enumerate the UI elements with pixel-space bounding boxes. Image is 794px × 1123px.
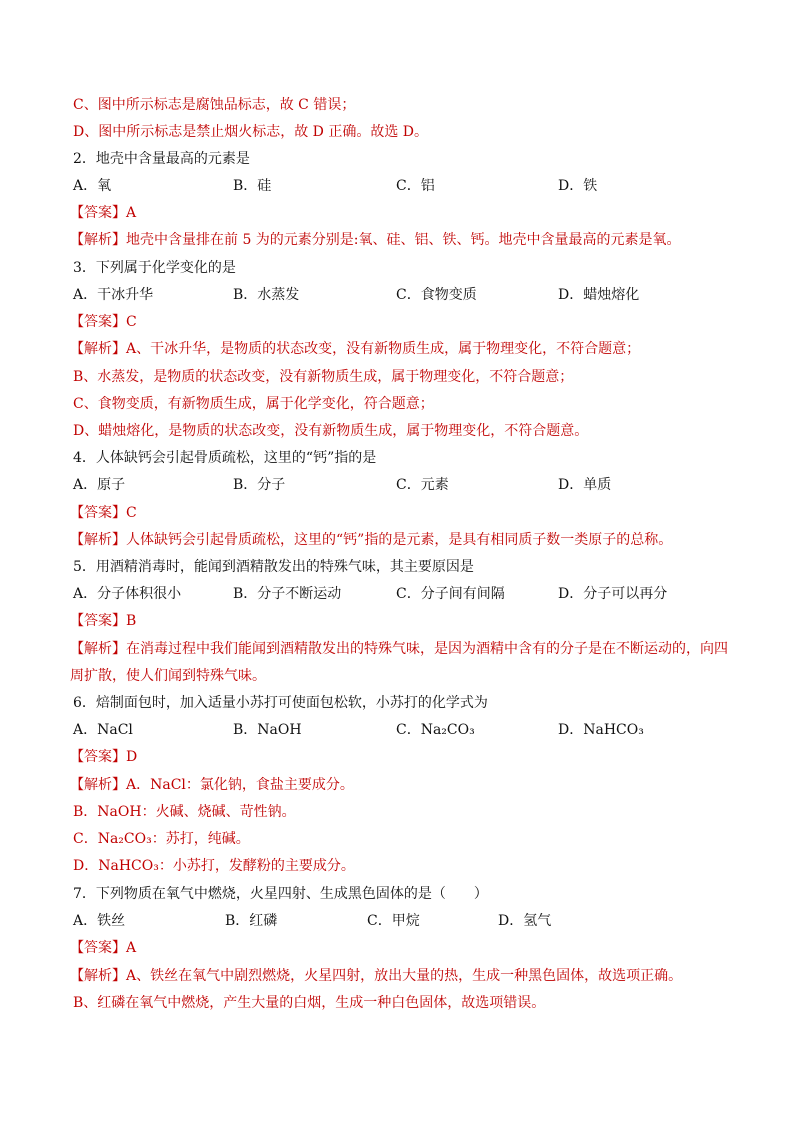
option-b: B．分子	[233, 477, 286, 493]
explanation-line: D．NaHCO₃：小苏打，发酵粉的主要成分。	[73, 858, 355, 874]
option-a: A．分子体积很小	[73, 586, 182, 602]
option-a: A．干冰升华	[73, 287, 154, 303]
question-4: 4．人体缺钙会引起骨质疏松，这里的“钙”指的是	[73, 450, 377, 466]
option-c: C．Na₂CO₃	[396, 722, 475, 738]
question-3: 3．下列属于化学变化的是	[73, 260, 236, 276]
question-6-options	[73, 719, 734, 741]
explanation-line: 【解析】A、铁丝在氧气中剧烈燃烧，火星四射，放出大量的热，生成一种黑色固体，故选项正确。	[70, 968, 683, 984]
option-d: D．NaHCO₃	[558, 722, 644, 738]
explanation-line: 【解析】人体缺钙会引起骨质疏松，这里的“钙”指的是元素，是具有相同质子数一类原子的总称。	[70, 532, 673, 548]
explanation-paragraph: 【解析】在消毒过程中我们能闻到酒精散发出的特殊气味，是因为酒精中含有的分子是在不断运动的，向四周扩散，使人们闻到特殊气味。	[70, 641, 728, 684]
answer-label: 【答案】C	[70, 505, 137, 521]
option-d: D．氢气	[498, 913, 552, 929]
explanation-line: D、蜡烛熔化，是物质的状态改变，没有新物质生成，属于物理变化，不符合题意。	[73, 423, 589, 439]
option-c: C．铝	[396, 178, 435, 194]
explanation-line: C、图中所示标志是腐蚀品标志，故 C 错误；	[73, 97, 356, 113]
question-2: 2．地壳中含量最高的元素是	[73, 151, 250, 167]
option-b: B．硅	[233, 178, 272, 194]
question-5-options	[73, 583, 734, 605]
explanation-line: 【解析】A、干冰升华，是物质的状态改变，没有新物质生成，属于物理变化，不符合题意；	[70, 341, 641, 357]
option-c: C．元素	[396, 477, 449, 493]
option-b: B．红磷	[225, 913, 278, 929]
question-6: 6．焙制面包时，加入适量小苏打可使面包松软，小苏打的化学式为	[73, 695, 488, 711]
explanation-line: 【解析】地壳中含量排在前 5 为的元素分别是:氧、硅、铝、铁、钙。地壳中含量最高的元素是氧。	[70, 232, 681, 248]
option-c: C．甲烷	[367, 913, 420, 929]
option-d: D．蜡烛熔化	[558, 287, 640, 303]
option-c: C．分子间有间隔	[396, 586, 505, 602]
explanation-line: B．NaOH：火碱、烧碱、苛性钠。	[73, 804, 296, 820]
option-c: C．食物变质	[396, 287, 477, 303]
question-5: 5．用酒精消毒时，能闻到酒精散发出的特殊气味，其主要原因是	[73, 559, 474, 575]
explanation-line: B、水蒸发，是物质的状态改变，没有新物质生成，属于物理变化，不符合题意；	[73, 369, 574, 385]
explanation-line: B、红磷在氧气中燃烧，产生大量的白烟，生成一种白色固体，故选项错误。	[73, 995, 546, 1011]
explanation-line: D、图中所示标志是禁止烟火标志，故 D 正确。故选 D。	[73, 124, 429, 140]
option-a: A．氧	[73, 178, 112, 194]
option-b: B．NaOH	[233, 722, 302, 738]
answer-label: 【答案】C	[70, 314, 137, 330]
answer-label: 【答案】B	[70, 613, 137, 629]
question-3-options	[73, 284, 734, 306]
question-7: 7．下列物质在氧气中燃烧，火星四射、生成黑色固体的是（ ）	[73, 886, 488, 902]
question-4-options	[73, 474, 734, 496]
option-a: A．铁丝	[73, 913, 126, 929]
option-d: D．铁	[558, 178, 598, 194]
answer-label: 【答案】D	[70, 749, 138, 765]
option-d: D．分子可以再分	[558, 586, 668, 602]
option-a: A．原子	[73, 477, 126, 493]
option-b: B．水蒸发	[233, 287, 300, 303]
explanation-line: 【解析】A．NaCl：氯化钠，食盐主要成分。	[70, 777, 354, 793]
explanation-line: C．Na₂CO₃：苏打，纯碱。	[73, 831, 250, 847]
explanation-line: C、食物变质，有新物质生成，属于化学变化，符合题意；	[73, 396, 434, 412]
option-d: D．单质	[558, 477, 612, 493]
answer-label: 【答案】A	[70, 205, 137, 221]
option-a: A．NaCl	[73, 722, 133, 738]
question-7-options	[73, 910, 734, 932]
option-b: B．分子不断运动	[233, 586, 342, 602]
question-2-options	[73, 175, 734, 197]
answer-label: 【答案】A	[70, 940, 137, 956]
